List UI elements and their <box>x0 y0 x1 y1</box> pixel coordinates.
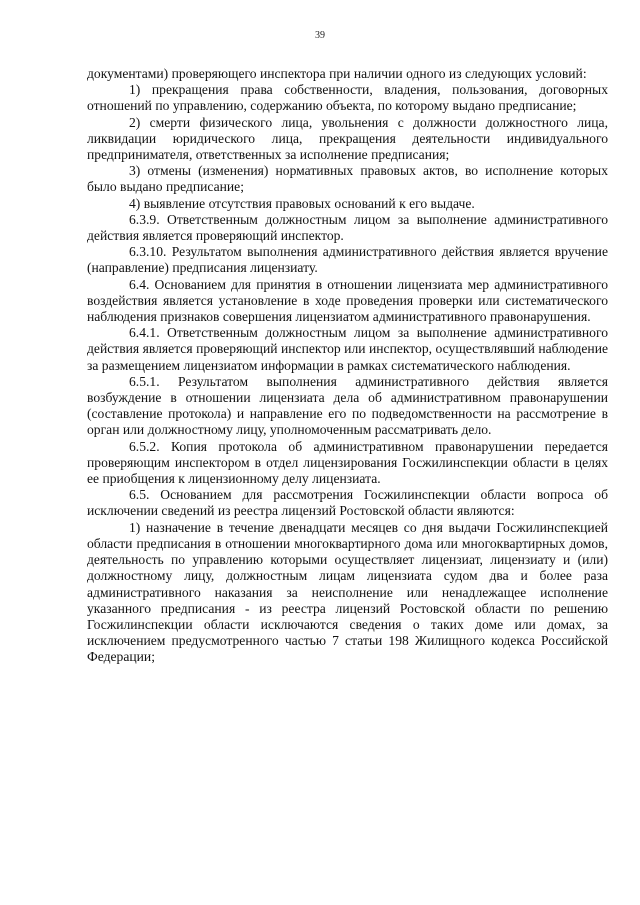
paragraph-6-3-9: 6.3.9. Ответственным должностным лицом за выполнение административного действия является проверяющий инспектор. <box>87 211 608 244</box>
document-body <box>87 66 608 666</box>
paragraph-6-5-2: 6.5.2. Копия протокола об административном правонарушении передается проверяющим инспектором в отдел лицензирования Госжилинспекции области в целях ее приобщения к лицензионному делу лицензиата. <box>87 438 608 487</box>
paragraph-condition-1: 1) прекращения права собственности, владения, пользования, договорных отношений по управлению, содержанию объекта, по которому выдано предписание; <box>87 82 608 114</box>
paragraph-condition-2: 2) смерти физического лица, увольнения с должности должностного лица, ликвидации юридического лица, прекращения деятельности индивидуального предпринимателя, ответственных за исполнение предписания; <box>87 114 608 163</box>
paragraph-basis-1: 1) назначение в течение двенадцати месяцев со дня выдачи Госжилинспекцией области предписания в отношении многоквартирного дома или многоквартирных домов, деятельность по управлению которыми осуществляет лицензиат, лицензиату и (или) должностному лицу, должностным лицам лицензиата судом два и более раза административного наказания за неисполнение или ненадлежащее исполнение указанного предписания - из реестра лицензий Ростовской области по решению Госжилинспекции области исключаются сведения о таких доме или домах, за исключением предусмотренного частью 7 статьи 198 Жилищного кодекса Российской Федерации; <box>87 519 608 665</box>
paragraph-6-5-1: 6.5.1. Результатом выполнения административного действия является возбуждение в отношении лицензиата дела об административном правонарушении (составление протокола) и направление его по подведомственности на рассмотрение в орган или должностному лицу, уполномоченным рассматривать дело. <box>87 373 608 438</box>
page-number: 39 <box>315 30 325 41</box>
paragraph-condition-3: 3) отмены (изменения) нормативных правовых актов, во исполнение которых было выдано предписание; <box>87 163 608 195</box>
paragraph-condition-4: 4) выявление отсутствия правовых оснований к его выдаче. <box>129 195 475 211</box>
paragraph-6-4-1: 6.4.1. Ответственным должностным лицом за выполнение административного действия является проверяющий инспектор или инспектор, осуществлявший наблюдение за размещением лицензиатом информации в рамках систематического наблюдения. <box>87 325 608 373</box>
paragraph-continuation: документами) проверяющего инспектора при наличии одного из следующих условий: <box>87 66 587 81</box>
paragraph-6-3-10: 6.3.10. Результатом выполнения административного действия является вручение (направление) предписания лицензиату. <box>87 244 608 276</box>
paragraph-6-4: 6.4. Основанием для принятия в отношении лицензиата мер административного воздействия является установление в ходе проведения проверки или систематического наблюдения признаков совершения лицензиатом административного правонарушения. <box>87 276 608 325</box>
paragraph-6-5: 6.5. Основанием для рассмотрения Госжилинспекции области вопроса об исключении сведений из реестра лицензий Ростовской области являются: <box>87 487 608 519</box>
